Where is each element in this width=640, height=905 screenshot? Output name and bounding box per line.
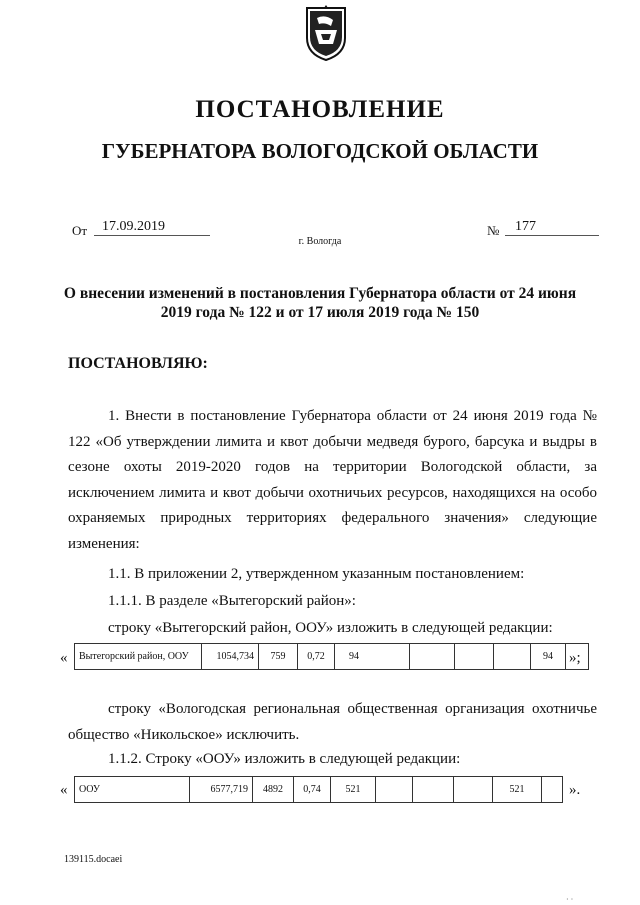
table1-cell: Вытегорский район, ООУ: [75, 644, 202, 670]
document-number: 177: [505, 219, 599, 236]
document-title: ПОСТАНОВЛЕНИЕ: [195, 96, 445, 123]
city-name: г. Вологда: [298, 236, 342, 247]
document-date: 17.09.2019: [94, 219, 210, 236]
table2-cell: [413, 777, 454, 803]
table1-close-quote: »;: [569, 650, 581, 666]
table1-cell: 759: [259, 644, 298, 670]
table2-cell: 521: [493, 777, 542, 803]
decree-heading: ПОСТАНОВЛЯЮ:: [68, 355, 208, 372]
table1-cell: [455, 644, 494, 670]
table1-open-quote: «: [60, 650, 68, 666]
table2-close-quote: ».: [569, 782, 581, 798]
paragraph-1: 1. Внести в постановление Губернатора области от 24 июня 2019 года № 122 «Об утверждении лимита и квот добычи медведя бурого, барсука и выдры в сезоне охоты 2019-2020 годов на территории Вологодской области, за исключением лимита и квот добычи охотничьих ресурсов, находящихся на особо охраняемых природных территориях федерального значения» следующие изменения:: [68, 408, 597, 552]
table2-cell: 6577,719: [190, 777, 253, 803]
document-subject: О внесении изменений в постановления Губернатора области от 24 июня 2019 года № 122 и от 17 июля 2019 года № 150: [63, 285, 577, 321]
paragraph-exclude: строку «Вологодская региональная общественная организация охотничье общество «Никольское» исключить.: [68, 701, 597, 743]
number-label: №: [487, 223, 500, 238]
document-subtitle: ГУБЕРНАТОРА ВОЛОГОДСКОЙ ОБЛАСТИ: [101, 139, 539, 163]
table2-cell: ООУ: [75, 777, 190, 803]
table1-row: [74, 643, 589, 670]
footer-marks: · ·: [566, 895, 574, 904]
paragraph-1-1-2: 1.1.2. Строку «ООУ» изложить в следующей редакции:: [108, 751, 461, 767]
table2-row: [74, 776, 563, 803]
table2-cell: [454, 777, 493, 803]
table1-cell: [494, 644, 531, 670]
table1-cell: 1054,734: [202, 644, 259, 670]
row-intro-text: строку «Вытегорский район, ООУ» изложить в следующей редакции:: [108, 620, 553, 636]
table2-cell: 4892: [253, 777, 294, 803]
table1-cell: [410, 644, 455, 670]
coat-of-arms-icon: [303, 4, 349, 62]
table1-cell: 94: [531, 644, 566, 670]
table2-cell: 0,74: [294, 777, 331, 803]
table1-cell: 94: [335, 644, 410, 670]
table2-cell: [376, 777, 413, 803]
paragraph-1-1-1: 1.1.1. В разделе «Вытегорский район»:: [108, 593, 356, 609]
table2-cell: [542, 777, 563, 803]
paragraph-1-1: 1.1. В приложении 2, утвержденном указанным постановлением:: [108, 566, 525, 582]
date-label: От: [72, 223, 88, 238]
table2-open-quote: «: [60, 782, 68, 798]
table2-cell: 521: [331, 777, 376, 803]
table1-cell: 0,72: [298, 644, 335, 670]
footer-filename: 139115.docaei: [64, 854, 123, 865]
